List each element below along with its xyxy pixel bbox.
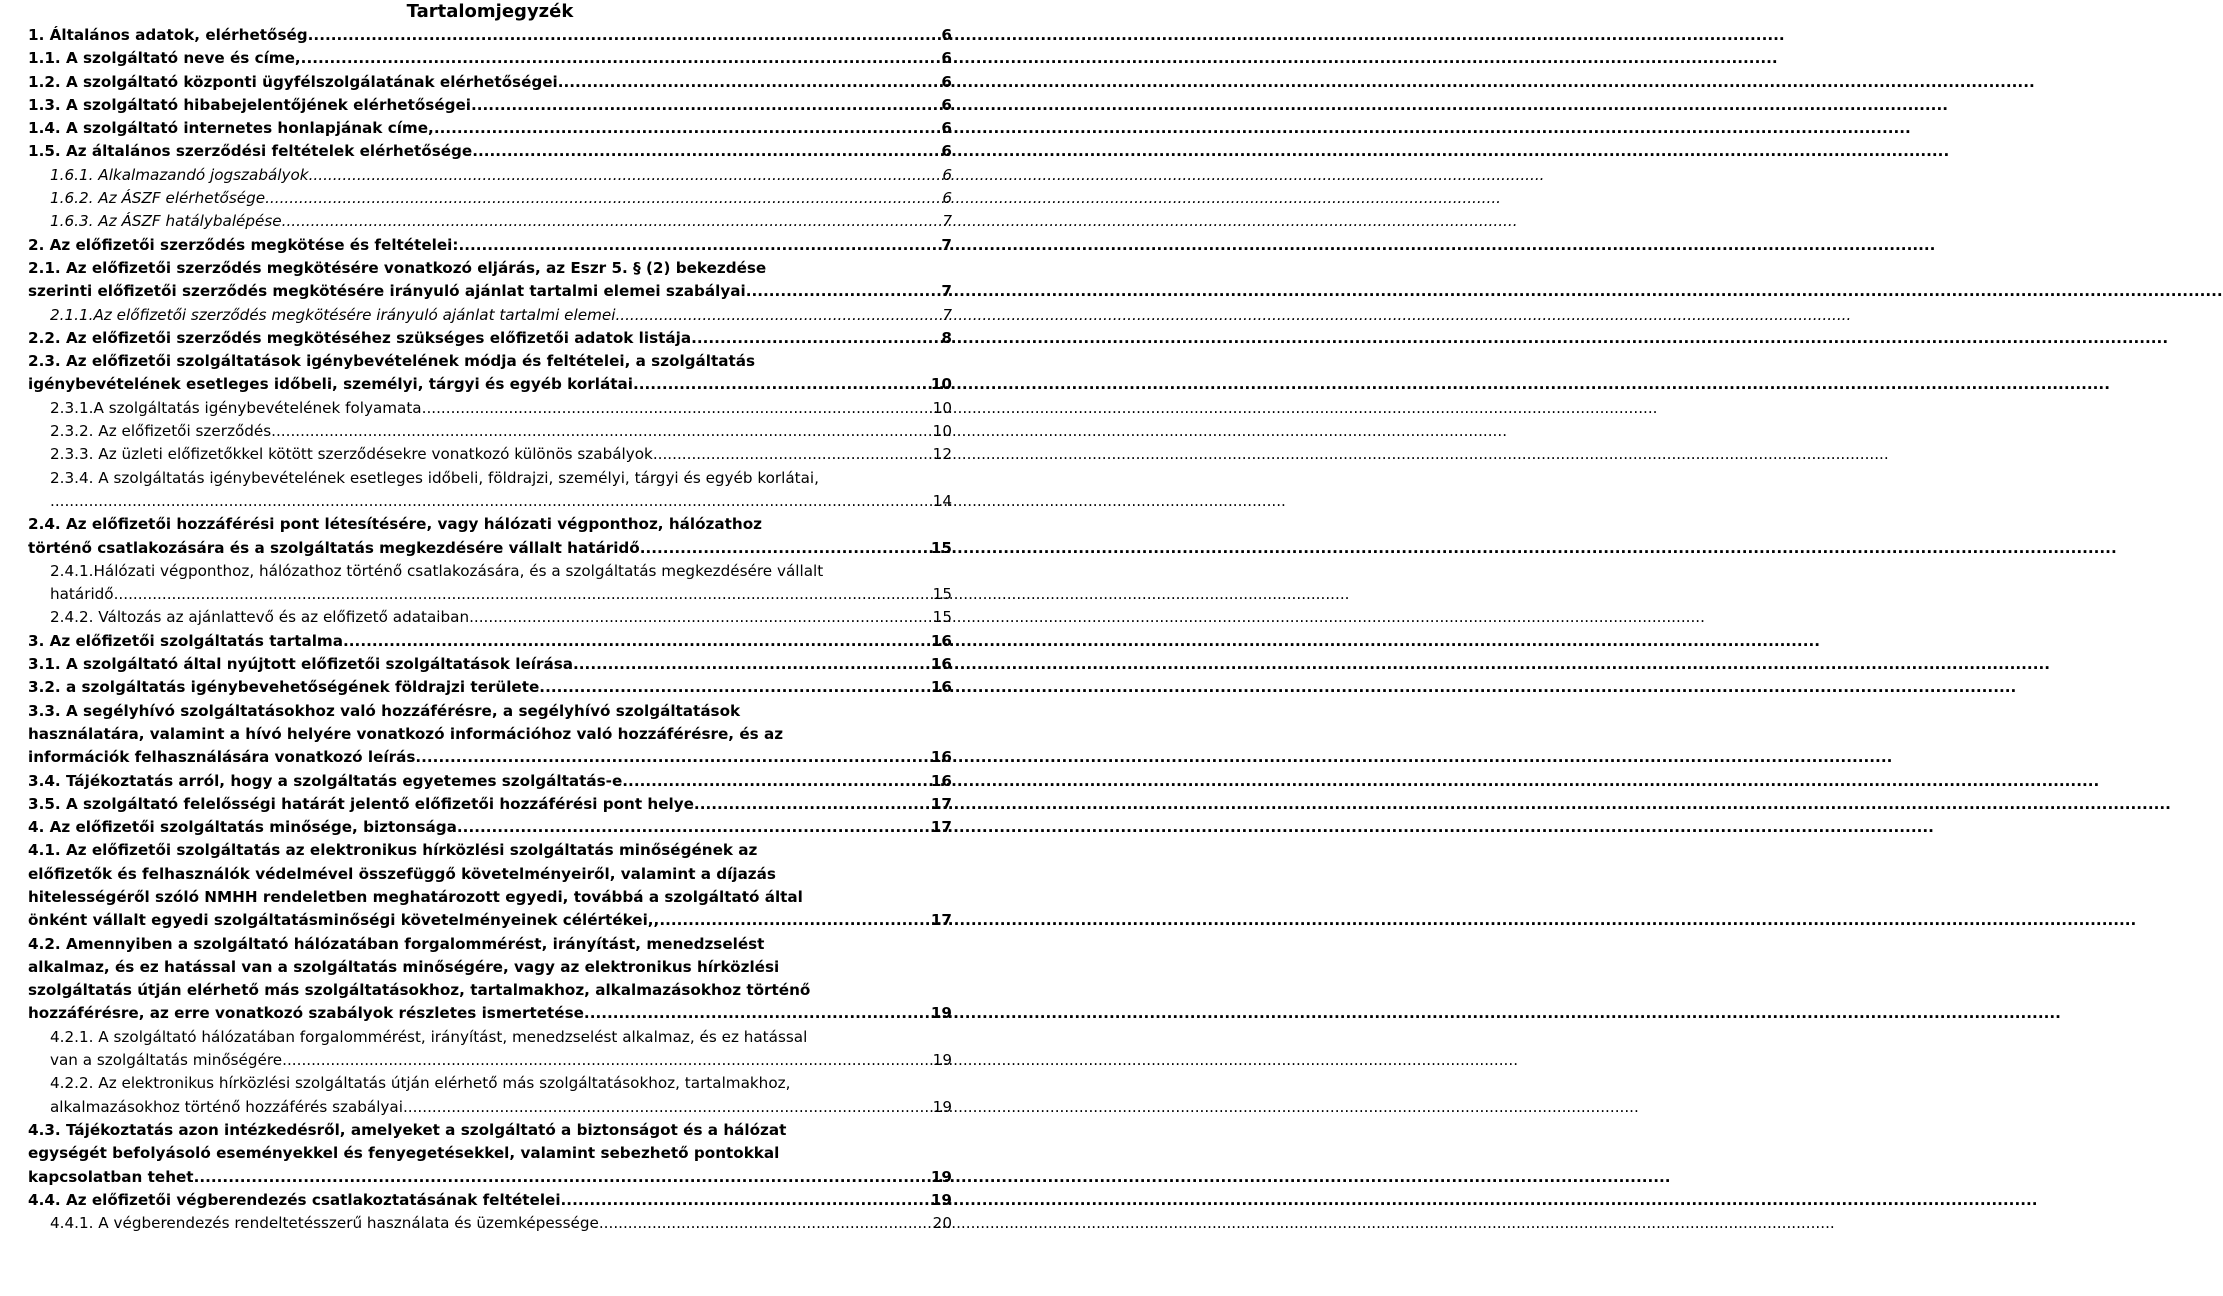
toc-page-number: 6 (942, 189, 952, 208)
toc-page-number: 19 (930, 1004, 952, 1023)
dot-leader (640, 537, 930, 560)
toc-entry-text: 4.2.2. Az elektronikus hírközlési szolgáltatás útján elérhető más szolgáltatásokhoz, tartalmakhoz, (50, 1074, 791, 1093)
toc-entry-text: hitelességéről szóló NMHH rendeletben meghatározott egyedi, továbbá a szolgáltató által (28, 887, 803, 906)
toc-entry-text: 1.4. A szolgáltató internetes honlapjának címe, (28, 119, 434, 138)
toc-entry[interactable] (28, 443, 952, 466)
toc-page-number: 6 (941, 72, 952, 91)
dot-leader (415, 746, 929, 769)
dot-leader (308, 24, 941, 47)
dot-leader (633, 373, 930, 396)
toc-page-number: 17 (930, 911, 952, 930)
dot-leader (301, 47, 941, 70)
toc-entry-text: egységét befolyásoló eseményekkel és fenyegetésekkel, valamint sebezhető pontokkal (28, 1144, 780, 1163)
toc-page-number: 17 (930, 818, 952, 837)
dot-leader (343, 630, 930, 653)
toc-entry-text: 1.6.3. Az ÁSZF hatálybalépése (50, 212, 282, 231)
toc-entry-text: 1.1. A szolgáltató neve és címe, (28, 49, 301, 68)
toc-entry-text: használatára, valamint a hívó helyére vonatkozó információhoz való hozzáférésre, és az (28, 724, 784, 743)
dot-leader (471, 94, 940, 117)
toc-entry-text: 3.5. A szolgáltató felelősségi határát jelentő előfizetői hozzáférési pont helye (28, 794, 694, 813)
toc-entry-text: 2.1.1.Az előfizetői szerződés megkötésére irányuló ajánlat tartalmi elemei (50, 305, 616, 324)
toc-entry-text: információk felhasználására vonatkozó leírás (28, 748, 416, 767)
toc-entry[interactable] (28, 653, 952, 676)
toc-entry-text: van a szolgáltatás minőségére (50, 1051, 283, 1070)
toc-page-number: 17 (930, 794, 952, 813)
toc-title: Tartalomjegyzék (406, 1, 574, 22)
toc-page-number: 14 (932, 491, 952, 510)
dot-leader (469, 606, 932, 629)
toc-page-number: 6 (941, 119, 952, 138)
toc-entry-text: kapcsolatban tehet (28, 1167, 194, 1186)
toc-entry-text: 4.2. Amennyiben a szolgáltató hálózatában forgalommérést, irányítást, menedzselést (28, 934, 765, 953)
toc-entry-text: 2. Az előfizetői szerződés megkötése és feltételei: (28, 235, 459, 254)
dot-leader (457, 816, 930, 839)
toc-entry-text: 1.3. A szolgáltató hibabejelentőjének elérhetőségei (28, 95, 471, 114)
dot-leader (694, 793, 930, 816)
toc-entry[interactable] (28, 420, 952, 443)
dot-leader (573, 653, 930, 676)
toc-page-number: 10 (932, 398, 952, 417)
toc-entry[interactable] (28, 1026, 952, 1073)
toc-entry[interactable] (28, 467, 952, 514)
toc-entry-text: szerinti előfizetői szerződés megkötésére irányuló ajánlat tartalmi elemei szabályai (28, 282, 746, 301)
toc-page-number: 19 (932, 1097, 952, 1116)
toc-page-number: 6 (941, 26, 952, 44)
toc-entry-text: 1. Általános adatok, elérhetőség (28, 26, 308, 44)
toc-page-number: 6 (941, 95, 952, 114)
toc-entry[interactable] (28, 933, 952, 1026)
toc-entry-text: 2.4.2. Változás az ajánlattevő és az előfizető adataiban (50, 608, 470, 627)
dot-leader (539, 676, 930, 699)
toc-entry-text: előfizetők és felhasználók védelmével összefüggő követelményeiről, valamint a díjazás (28, 864, 776, 883)
toc-entry-text: 2.1. Az előfizetői szerződés megkötésére vonatkozó eljárás, az Eszr 5. § (2) bekezdése (28, 258, 767, 277)
toc-page-number: 15 (930, 538, 952, 557)
toc-page-number: 7 (941, 235, 952, 254)
toc-entry-text: 2.3.3. Az üzleti előfizetőkkel kötött szerződésekre vonatkozó különös szabályok (50, 445, 653, 464)
toc-page-number: 16 (930, 655, 952, 674)
dot-leader (599, 1212, 932, 1235)
toc-page-number: 16 (930, 748, 952, 767)
toc-entry[interactable] (28, 700, 952, 770)
toc-page-number: 19 (930, 1190, 952, 1209)
toc-entry-text: 3.2. a szolgáltatás igénybevehetőségének földrajzi területe (28, 678, 540, 697)
toc-page-number: 19 (932, 1051, 952, 1070)
toc-page-number: 7 (942, 212, 952, 231)
dot-leader (194, 1166, 930, 1189)
toc-entry[interactable] (28, 793, 952, 816)
toc-entry[interactable] (28, 560, 952, 607)
toc-page-number: 15 (932, 585, 952, 604)
toc-entry[interactable] (28, 47, 952, 70)
toc-entry[interactable] (28, 140, 952, 163)
toc-page-number: 15 (932, 608, 952, 627)
toc-entry[interactable] (28, 1189, 952, 1212)
toc-entry-text: 3.4. Tájékoztatás arról, hogy a szolgáltatás egyetemes szolgáltatás-e (28, 771, 623, 790)
toc-entry-text: 2.3.4. A szolgáltatás igénybevételének esetleges időbeli, földrajzi, személyi, tárgyi és egyéb korlátai, (50, 468, 819, 487)
toc-entry[interactable] (28, 117, 952, 140)
dot-leader (282, 1049, 932, 1072)
toc-page-number: 10 (932, 422, 952, 441)
toc-page-number: 10 (930, 375, 952, 394)
toc-entry-text: 1.6.2. Az ÁSZF elérhetősége (50, 189, 266, 208)
dot-leader (653, 443, 932, 466)
toc-entry-text: 4.2.1. A szolgáltató hálózatában forgalommérést, irányítást, menedzselést alkalmaz, és ez hatással (50, 1027, 808, 1046)
toc-entry[interactable] (28, 187, 952, 210)
toc-entry[interactable] (28, 234, 952, 257)
toc-entry-text: 2.4.1.Hálózati végponthoz, hálózathoz történő csatlakozására, és a szolgáltatás megkezdésére vállalt (50, 561, 824, 580)
toc-entry-text: 1.6.1. Alkalmazandó jogszabályok (50, 165, 309, 184)
toc-entry[interactable] (28, 676, 952, 699)
document-page (0, 0, 960, 1296)
table-of-contents (28, 24, 952, 1235)
dot-leader (558, 71, 941, 94)
toc-entry[interactable] (28, 164, 952, 187)
toc-entry-text: 2.3. Az előfizetői szolgáltatások igénybevételének módja és feltételei, a szolgáltatás (28, 352, 756, 371)
dot-leader (422, 397, 932, 420)
toc-entry[interactable] (28, 770, 952, 793)
toc-entry[interactable] (28, 24, 952, 47)
dot-leader (615, 304, 941, 327)
toc-page-number: 7 (942, 305, 952, 324)
toc-entry[interactable] (28, 350, 952, 397)
dot-leader (622, 770, 930, 793)
toc-entry-text: határidő (50, 585, 114, 604)
toc-entry[interactable] (28, 71, 952, 94)
toc-entry-text: 4.4.1. A végberendezés rendeltetésszerű használata és üzemképessége (50, 1214, 599, 1233)
toc-entry-text: 4.1. Az előfizetői szolgáltatás az elektronikus hírközlési szolgáltatás minőségének az (28, 841, 758, 860)
toc-entry[interactable] (28, 210, 952, 233)
toc-entry-text: szolgáltatás útján elérhető más szolgáltatásokhoz, tartalmakhoz, alkalmazásokhoz történő (28, 981, 811, 1000)
toc-page-number: 19 (930, 1167, 952, 1186)
toc-page-number: 8 (941, 328, 952, 347)
toc-entry-text: önként vállalt egyedi szolgáltatásminőségi követelményeinek célértékei,, (28, 911, 660, 930)
toc-entry-text: alkalmaz, és ez hatással van a szolgáltatás minőségére, vagy az elektronikus hírközlési (28, 957, 780, 976)
dot-leader (472, 140, 940, 163)
toc-entry-text: 2.3.1.A szolgáltatás igénybevételének folyamata (50, 398, 422, 417)
toc-entry-text: 3.1. A szolgáltató által nyújtott előfizetői szolgáltatások leírása (28, 655, 574, 674)
toc-page-number: 16 (930, 771, 952, 790)
toc-page-number: 6 (941, 142, 952, 161)
toc-entry[interactable] (28, 816, 952, 839)
toc-page-number: 16 (930, 678, 952, 697)
toc-entry[interactable] (28, 304, 952, 327)
dot-leader (561, 1189, 930, 1212)
dot-leader (271, 420, 932, 443)
toc-entry-text: hozzáférésre, az erre vonatkozó szabályok részletes ismertetése (28, 1004, 584, 1023)
toc-entry-text: 1.2. A szolgáltató központi ügyfélszolgálatának elérhetőségei (28, 72, 558, 91)
dot-leader (282, 210, 942, 233)
toc-entry-text: 4. Az előfizetői szolgáltatás minősége, biztonsága (28, 818, 457, 837)
toc-page-number: 12 (932, 445, 952, 464)
dot-leader (434, 117, 941, 140)
toc-entry-text: alkalmazásokhoz történő hozzáférés szabályai (50, 1097, 403, 1116)
toc-entry-text: 2.2. Az előfizetői szerződés megkötéséhez szükséges előfizetői adatok listája (28, 328, 692, 347)
toc-entry-text: 4.4. Az előfizetői végberendezés csatlakoztatásának feltételei (28, 1190, 561, 1209)
toc-entry[interactable] (28, 257, 952, 304)
toc-entry-text: 2.4. Az előfizetői hozzáférési pont létesítésére, vagy hálózati végponthoz, hálózathoz (28, 515, 762, 534)
toc-entry[interactable] (28, 630, 952, 653)
dot-leader (746, 280, 941, 303)
toc-entry-text: történő csatlakozására és a szolgáltatás megkezdésére vállalt határidő (28, 538, 640, 557)
dot-leader (691, 327, 940, 350)
dot-leader (584, 1002, 930, 1025)
toc-entry-text: 1.5. Az általános szerződési feltételek elérhetősége (28, 142, 473, 161)
toc-page-number: 20 (932, 1214, 952, 1233)
dot-leader (50, 490, 932, 513)
toc-entry[interactable] (28, 94, 952, 117)
toc-entry[interactable] (28, 606, 952, 629)
dot-leader (403, 1096, 932, 1119)
dot-leader (458, 234, 940, 257)
dot-leader (265, 187, 941, 210)
toc-entry[interactable] (28, 1212, 952, 1235)
toc-entry[interactable] (28, 397, 952, 420)
toc-entry-text: igénybevételének esetleges időbeli, személyi, tárgyi és egyéb korlátai (28, 375, 633, 394)
toc-page-number: 16 (930, 631, 952, 650)
toc-entry[interactable] (28, 1119, 952, 1189)
toc-entry[interactable] (28, 327, 952, 350)
toc-entry-text: 2.3.2. Az előfizetői szerződés (50, 422, 272, 441)
toc-entry[interactable] (28, 1072, 952, 1119)
toc-entry-text: 4.3. Tájékoztatás azon intézkedésről, amelyeket a szolgáltató a biztonságot és a hálózat (28, 1120, 787, 1139)
toc-page-number: 6 (941, 49, 952, 68)
toc-entry[interactable] (28, 839, 952, 932)
toc-page-number: 6 (942, 165, 952, 184)
toc-entry[interactable] (28, 513, 952, 560)
dot-leader (114, 583, 932, 606)
toc-page-number: 7 (941, 282, 952, 301)
toc-entry-text: 3.3. A segélyhívó szolgáltatásokhoz való hozzáférésre, a segélyhívó szolgáltatások (28, 701, 741, 720)
dot-leader (309, 164, 942, 187)
dot-leader (659, 909, 930, 932)
toc-entry-text: 3. Az előfizetői szolgáltatás tartalma (28, 631, 344, 650)
